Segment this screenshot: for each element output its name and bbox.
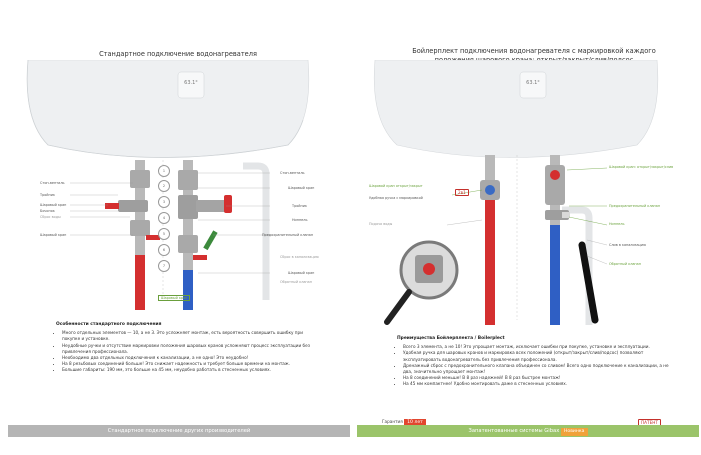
badge-2in1: 2в1 [455, 189, 469, 196]
label-ball-valve: Шаровый кран [40, 203, 67, 207]
left-page [8, 0, 350, 455]
right-feature-item: • Всего 3 элемента, а не 10! Это упрощает монтаж, исключает ошибки при покупке, установке и эксплуатации. [403, 344, 677, 350]
label-ball-valve-2: Шаровый кран [40, 233, 67, 237]
label-hot: ГВС [137, 264, 144, 268]
left-features-title: Особенности стандартного подключения [56, 322, 162, 327]
right-footer [357, 425, 699, 437]
right-footer-text: Запатентованные системы Gibax [468, 428, 560, 434]
left-feature-item: • На 8 резьбовых соединений больше! Это снижает надежность и требует больше времени на монтаж. [62, 361, 316, 367]
patent-badge: ПАТЕНТ [638, 419, 661, 426]
right-heater-illustration [357, 60, 699, 330]
left-features [56, 322, 316, 374]
right-feature-item: • Удобная ручка для шаровых кранов и маркировка всех положений (открыт/закрыт/слив/подсос) позволяют эксплуатировать водонагреватель без привлечения профессионала. [403, 350, 677, 362]
svg-text:63.1°: 63.1° [526, 80, 540, 86]
guarantee-label: Гарантия [382, 419, 403, 424]
marker-5: 5 [158, 228, 170, 240]
label-r1: Шаровой кран: открыт/закрыт/слив [609, 165, 674, 169]
label-drain: Сброс воды [40, 215, 61, 219]
left-feature-item: • Много отдельных элементов — 10, а не 3. Это усложняет монтаж, есть вероятность совершить ошибку при покупке и установке. [62, 330, 316, 342]
right-footer-tag: Новинка [561, 428, 588, 436]
marker-4: 4 [158, 212, 170, 224]
label-right-wall: Стоп-вентиль [280, 171, 305, 175]
right-page [357, 0, 699, 455]
guarantee-value: 10 лет [404, 419, 426, 427]
right-feature-item: • Дренажный сброс с предохранительного клапана объединен со сливом! Всего одно подключение к канализации, а не два, значительно упрощает монтаж! [403, 363, 677, 375]
label-right-nipple: Ниппель [292, 218, 308, 222]
marker-1: 1 [158, 165, 170, 177]
label-l1: Шаровой кран открыт/закрыт [369, 184, 423, 188]
right-features [397, 336, 677, 388]
label-sewer: Сброс в канализацию [280, 255, 319, 259]
label-green-tag: Шаровый кран [158, 295, 190, 301]
label-r2: Предохранительный клапан [609, 204, 661, 208]
left-feature-item: • Большие габариты: 190 мм, это больше на 45 мм, неудобно работать в стесненных условиях. [62, 367, 316, 373]
svg-text:63.1°: 63.1° [184, 80, 198, 86]
label-tee: Тройник [40, 193, 55, 197]
left-footer [8, 425, 350, 437]
label-check-valve: Обратный клапан [280, 280, 312, 284]
marker-6: 6 [158, 244, 170, 256]
right-title: Бойлерплект подключения водонагревателя с маркировкой каждого [412, 47, 656, 55]
label-right-ball-2: Шаровый кран [288, 271, 315, 275]
label-r4: Слив в канализацию [609, 243, 646, 247]
marker-2: 2 [158, 180, 170, 192]
label-right-tee: Тройник [292, 204, 307, 208]
right-features-title: Преимущества Бойлерплекта / Boilerplect [397, 336, 505, 341]
label-right-safety: Предохранительный клапан [262, 233, 314, 237]
marker-7: 7 [158, 260, 170, 272]
marker-3: 3 [158, 196, 170, 208]
left-title: Стандартное подключение водонагревателя [99, 50, 257, 58]
label-wall-valve: Стоп-вентиль [40, 181, 65, 185]
label-l2: Удобная ручка с маркировкой [369, 196, 423, 200]
left-footer-text: Стандартное подключение других производителей [107, 428, 251, 434]
label-r5: Обратный клапан [609, 262, 641, 266]
label-r3: Ниппель [609, 222, 625, 226]
label-cold: ХВС [185, 287, 193, 291]
label-right-ball: Шаровый кран [288, 186, 315, 190]
left-feature-item: • Необходимо два отдельных подключения к канализации, а не одно! Это неудобно! [62, 355, 316, 361]
right-feature-item: • На 45 мм компактнее! Удобно монтировать даже в стесненных условиях. [403, 381, 677, 387]
right-feature-item: • На 8 соединений меньше! В 8 раз надежней! В 8 раз быстрее монтаж! [403, 375, 677, 381]
label-l3: Подача воды [369, 222, 393, 226]
label-coupling: Бочонок [40, 209, 55, 213]
left-feature-item: • Неудобные ручки и отсутствие маркировки положения шаровых кранов усложняют процесс эксплуатации без привлечения профессионала. [62, 343, 316, 355]
